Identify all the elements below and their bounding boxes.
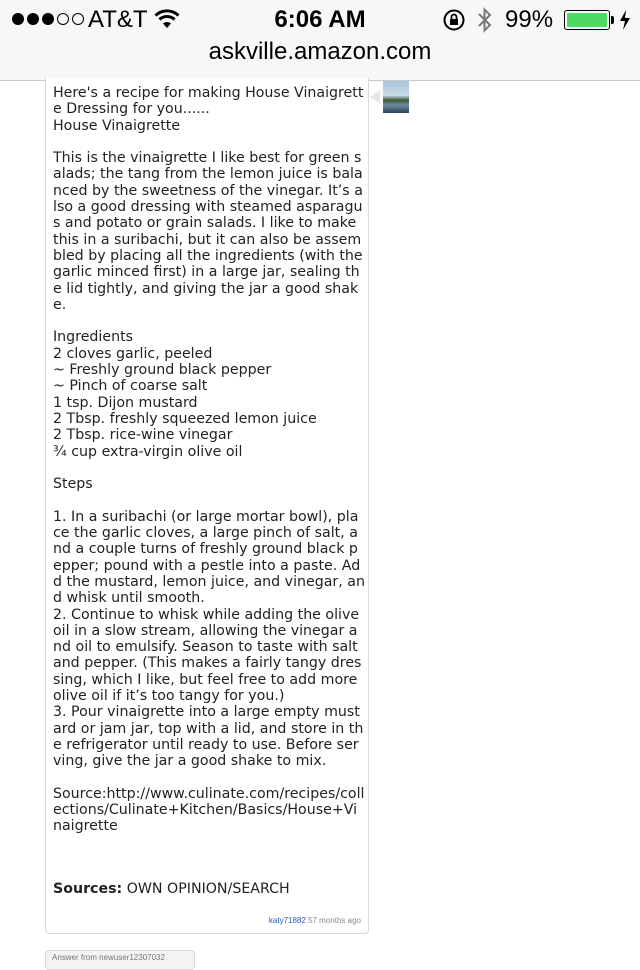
author-avatar-icon[interactable] <box>383 81 409 113</box>
author-link[interactable]: katy71882 <box>268 916 306 925</box>
sources-label: Sources: <box>53 881 123 897</box>
status-time: 6:06 AM <box>274 6 366 33</box>
next-answer-card[interactable] <box>45 950 195 970</box>
bluetooth-icon <box>476 6 494 34</box>
rotation-lock-icon <box>442 8 466 32</box>
carrier-name: AT&T <box>88 6 148 33</box>
answer-byline <box>269 916 361 925</box>
status-bar <box>0 0 640 40</box>
battery-tip <box>611 16 614 24</box>
next-answer-label: Answer from newuser12307032 <box>52 953 165 962</box>
answer-body: Here's a recipe for making House Vinaigrette Dressing for you...... House Vinaigrette This is the vinaigrette I like best for green salads; the tang from the lemon juice is balanced by the sweetness of the vinegar. It’s also a good dressing with steamed asparagus and potato or grain salads. I like to make this in a suribachi, but it can also be assembled by placing all the ingredients (with the garlic minced first) in a large jar, sealing the lid tightly, and giving the jar a good shake. Ingredients 2 cloves garlic, peeled ~ Freshly ground black pepper ~ Pinch of coarse salt 1 tsp. Dijon mustard 2 Tbsp. freshly squeezed lemon juice 2 Tbsp. rice-wine vinegar ¾ cup extra-virgin olive oil Steps 1. In a suribachi (or large mortar bowl), place the garlic cloves, a large pinch of salt, and a couple turns of freshly ground black pepper; pound with a pestle into a paste. Add the mustard, lemon juice, and vinegar, and whisk until smooth. 2. Continue to whisk while adding the olive oil in a slow stream, allowing the vinegar and oil to emulsify. Season to taste with salt and pepper. (This makes a fairly tangy dressing, which I like, but feel free to add more olive oil if it’s too tangy for you.) 3. Pour vinaigrette into a large empty mustard or jam jar, top with a lid, and store in the refrigerator until ready to use. Before serving, give the jar a good shake to mix. Source:http://www.culinate.com/recipes/collections/Culinate+Kitchen/Basics/House+Vinaigrette <box>53 85 365 835</box>
answer-card <box>45 78 369 934</box>
answer-sources <box>53 881 290 897</box>
speech-pointer <box>370 90 380 104</box>
answer-age: 57 months ago <box>308 916 361 925</box>
charging-icon <box>618 8 632 32</box>
browser-header <box>0 0 640 81</box>
battery-level-fill <box>567 13 607 27</box>
battery-percent: 99% <box>505 6 554 33</box>
sources-value: OWN OPINION/SEARCH <box>126 881 290 897</box>
address-bar-url[interactable]: askville.amazon.com <box>208 38 432 65</box>
battery-icon <box>564 10 610 30</box>
